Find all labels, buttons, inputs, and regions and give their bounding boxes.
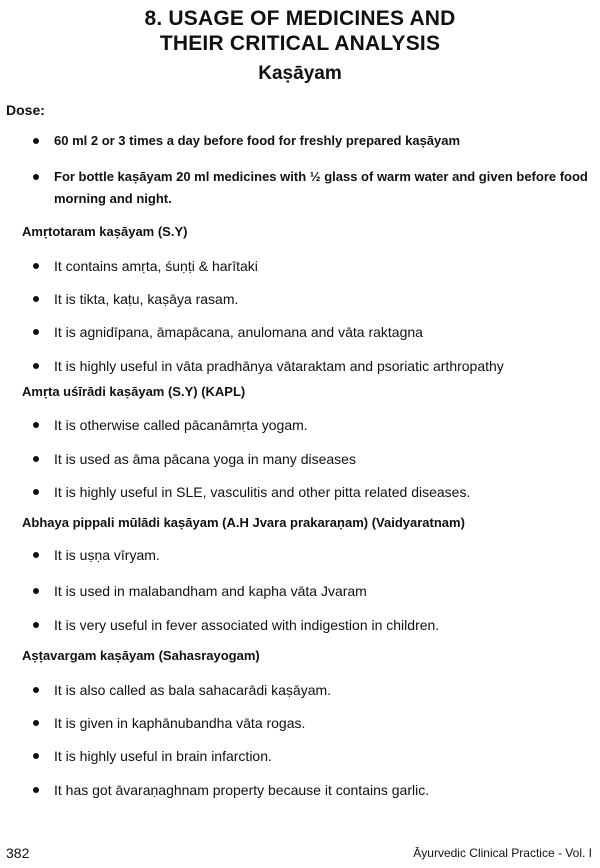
page-number: 382	[6, 845, 30, 861]
dose-label: Dose:	[6, 102, 45, 118]
list-item: It is highly useful in SLE, vasculitis and other pitta related diseases.	[33, 481, 593, 503]
bullet-dot	[33, 456, 39, 462]
section-heading: Amṛta uśīrādi kaṣāyam (S.Y) (KAPL)	[22, 384, 246, 399]
bullet-dot	[33, 622, 39, 628]
bullet-dot	[33, 296, 39, 302]
bullet-dot	[33, 588, 39, 594]
bullet-dot	[33, 138, 39, 144]
list-item: It is uṣṇa vīryam.	[33, 544, 593, 566]
list-item: It is very useful in fever associated with indigestion in children.	[33, 614, 593, 636]
chapter-subtitle: Kaṣāyam	[258, 63, 342, 84]
list-item: It contains amṛta, śuṇṭi & harītaki	[33, 255, 593, 277]
bullet-dot	[33, 363, 39, 369]
list-item: It has got āvaraṇaghnam property because it contains garlic.	[33, 779, 593, 801]
list-item: It is highly useful in brain infarction.	[33, 745, 593, 767]
list-item: It is otherwise called pācanāmṛta yogam.	[33, 414, 593, 436]
list-item: It is also called as bala sahacarādi kaṣāyam.	[33, 679, 593, 701]
running-footer-title: Āyurvedic Clinical Practice - Vol. I	[413, 846, 592, 860]
dose-item: 60 ml 2 or 3 times a day before food for freshly prepared kaṣāyam	[33, 130, 593, 152]
section-heading: Amṛtotaram kaṣāyam (S.Y)	[22, 224, 188, 239]
bullet-dot	[33, 174, 39, 180]
section-heading: Abhaya pippali mūlādi kaṣāyam (A.H Jvara prakaraṇam) (Vaidyaratnam)	[22, 515, 465, 530]
chapter-title-line-1: 8. USAGE OF MEDICINES AND	[144, 7, 456, 30]
bullet-dot	[33, 263, 39, 269]
bullet-dot	[33, 422, 39, 428]
list-item: It is used in malabandham and kapha vāta Jvaram	[33, 580, 593, 602]
list-item: It is agnidīpana, āmapācana, anulomana and vāta raktagna	[33, 321, 593, 343]
bullet-dot	[33, 489, 39, 495]
bullet-dot	[33, 720, 39, 726]
bullet-dot	[33, 552, 39, 558]
list-item: It is highly useful in vāta pradhānya vātaraktam and psoriatic arthropathy	[33, 355, 593, 377]
bullet-dot	[33, 787, 39, 793]
dose-item: For bottle kaṣāyam 20 ml medicines with ½ glass of warm water and given before food morning and night.	[33, 166, 593, 210]
bullet-dot	[33, 753, 39, 759]
section-heading: Aṣṭavargam kaṣāyam (Sahasrayogam)	[22, 648, 260, 663]
chapter-title-line-2: THEIR CRITICAL ANALYSIS	[159, 32, 441, 55]
list-item: It is given in kaphānubandha vāta rogas.	[33, 712, 593, 734]
list-item: It is used as āma pācana yoga in many diseases	[33, 448, 593, 470]
bullet-dot	[33, 329, 39, 335]
list-item: It is tikta, kaṭu, kaṣāya rasam.	[33, 288, 593, 310]
bullet-dot	[33, 687, 39, 693]
